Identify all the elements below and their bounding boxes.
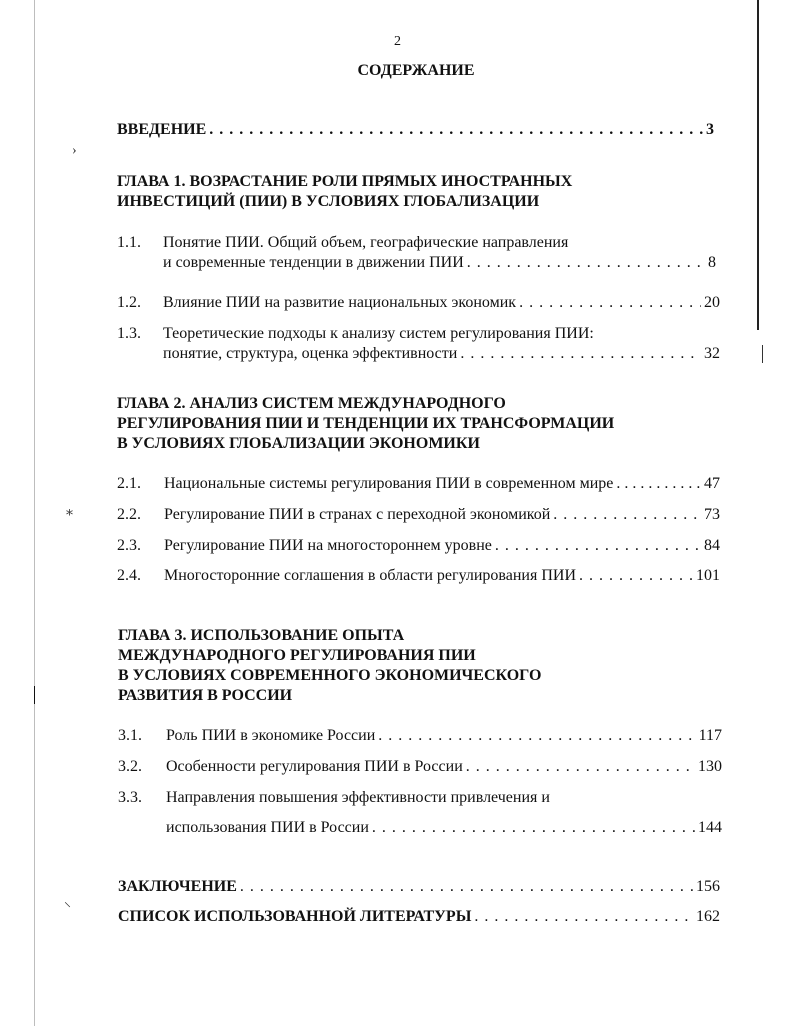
toc-entry-label: Регулирование ПИИ в странах с переходной экономикой — [164, 506, 551, 523]
section-number: 3.3. — [118, 789, 142, 806]
leader-dots — [553, 505, 701, 525]
toc-entry-page: 73 — [704, 506, 720, 523]
toc-entry-3-1[interactable] — [166, 726, 722, 746]
scan-border-left — [34, 0, 35, 1026]
chapter-3-heading[interactable] — [118, 626, 541, 706]
chapter-heading-line: В УСЛОВИЯХ ГЛОБАЛИЗАЦИИ ЭКОНОМИКИ — [117, 435, 480, 452]
toc-entry-label: Роль ПИИ в экономике России — [166, 727, 376, 744]
toc-entry-page: 8 — [708, 254, 716, 271]
toc-entry-page: 84 — [704, 537, 720, 554]
page-number: 2 — [394, 34, 401, 49]
toc-entry-page: 162 — [696, 908, 720, 925]
section-number: 1.3. — [117, 325, 141, 342]
leader-dots — [616, 474, 701, 494]
chapter-heading-line: ГЛАВА 1. ВОЗРАСТАНИЕ РОЛИ ПРЯМЫХ ИНОСТРАННЫХ — [117, 173, 573, 190]
toc-entry-intro[interactable] — [117, 120, 714, 140]
toc-entry-2-1[interactable] — [164, 474, 720, 494]
toc-entry-1-3-line1[interactable]: Теоретические подходы к анализу систем регулирования ПИИ: — [163, 325, 594, 342]
toc-entry-label: Влияние ПИИ на развитие национальных экономик — [163, 294, 517, 311]
leader-dots — [579, 566, 693, 586]
chapter-heading-line: РАЗВИТИЯ В РОССИИ — [118, 687, 293, 704]
leader-dots — [378, 726, 695, 746]
toc-entry-conclusion[interactable] — [118, 877, 720, 897]
toc-entry-label: и современные тенденции в движении ПИИ — [163, 254, 464, 271]
toc-entry-page: 117 — [698, 727, 722, 744]
leader-dots — [460, 344, 701, 364]
chapter-heading-line: В УСЛОВИЯХ СОВРЕМЕННОГО ЭКОНОМИЧЕСКОГО — [118, 667, 542, 684]
leader-dots — [519, 293, 701, 313]
chapter-heading-line: ГЛАВА 3. ИСПОЛЬЗОВАНИЕ ОПЫТА — [118, 627, 405, 644]
chapter-heading-line: МЕЖДУНАРОДНОГО РЕГУЛИРОВАНИЯ ПИИ — [118, 647, 476, 664]
toc-entry-label: понятие, структура, оценка эффективности — [163, 345, 458, 362]
chapter-heading-line: ИНВЕСТИЦИЙ (ПИИ) В УСЛОВИЯХ ГЛОБАЛИЗАЦИИ — [117, 193, 540, 210]
chapter-heading-line: ГЛАВА 2. АНАЛИЗ СИСТЕМ МЕЖДУНАРОДНОГО — [117, 395, 506, 412]
chapter-2-heading[interactable] — [117, 394, 614, 454]
toc-entry-page: 130 — [698, 758, 722, 775]
toc-entry-page: 20 — [704, 294, 720, 311]
toc-entry-label: использования ПИИ в России — [166, 819, 369, 836]
section-number: 2.3. — [117, 537, 141, 554]
leader-dots — [209, 120, 703, 140]
section-number: 2.4. — [117, 567, 141, 584]
section-number: 2.2. — [117, 506, 141, 523]
chapter-heading-line: РЕГУЛИРОВАНИЯ ПИИ И ТЕНДЕНЦИИ ИХ ТРАНСФОРМАЦИИ — [117, 415, 615, 432]
toc-entry-1-1[interactable] — [163, 253, 716, 273]
toc-entry-label: Национальные системы регулирования ПИИ в современном мире — [164, 475, 614, 492]
toc-entry-3-2[interactable] — [166, 757, 722, 777]
leader-dots — [372, 818, 695, 838]
scan-tick — [34, 686, 35, 704]
toc-entry-1-3[interactable] — [163, 344, 720, 364]
scan-tick — [762, 345, 763, 363]
toc-entry-3-3-line1[interactable]: Направления повышения эффективности привлечения и — [166, 789, 550, 806]
toc-entry-label: ЗАКЛЮЧЕНИЕ — [118, 878, 237, 895]
section-number: 3.1. — [118, 727, 142, 744]
scan-speck: ⁎ — [66, 504, 73, 519]
section-number: 2.1. — [117, 475, 141, 492]
leader-dots — [466, 757, 695, 777]
toc-entry-3-3[interactable] — [166, 818, 722, 838]
toc-entry-label: Особенности регулирования ПИИ в России — [166, 758, 463, 775]
toc-entry-label: СПИСОК ИСПОЛЬЗОВАННОЙ ЛИТЕРАТУРЫ — [118, 908, 472, 925]
chapter-1-heading[interactable] — [117, 172, 572, 212]
toc-entry-page: 3 — [706, 121, 714, 138]
toc-entry-page: 101 — [696, 567, 720, 584]
section-number: 3.2. — [118, 758, 142, 775]
leader-dots — [474, 907, 693, 927]
toc-entry-2-3[interactable] — [164, 536, 720, 556]
toc-entry-page: 156 — [696, 878, 720, 895]
leader-dots — [467, 253, 705, 273]
toc-entry-page: 47 — [704, 475, 720, 492]
toc-entry-label: Многосторонние соглашения в области регулирования ПИИ — [164, 567, 577, 584]
toc-entry-label: Регулирование ПИИ на многостороннем уровне — [164, 537, 492, 554]
scan-speck: › — [72, 143, 77, 158]
leader-dots — [495, 536, 701, 556]
toc-entry-bibliography[interactable] — [118, 907, 720, 927]
scan-speck: ⸌ — [64, 901, 71, 916]
section-number: 1.1. — [117, 234, 141, 251]
toc-entry-label: ВВЕДЕНИЕ — [117, 121, 207, 138]
toc-entry-1-2[interactable] — [163, 293, 720, 313]
toc-entry-2-2[interactable] — [164, 505, 720, 525]
toc-entry-2-4[interactable] — [164, 566, 720, 586]
section-number: 1.2. — [117, 294, 141, 311]
toc-entry-page: 32 — [704, 345, 720, 362]
toc-entry-page: 144 — [698, 819, 722, 836]
leader-dots — [240, 877, 693, 897]
toc-entry-1-1-line1[interactable]: Понятие ПИИ. Общий объем, географические направления — [163, 234, 569, 251]
page-title: СОДЕРЖАНИЕ — [357, 62, 475, 79]
